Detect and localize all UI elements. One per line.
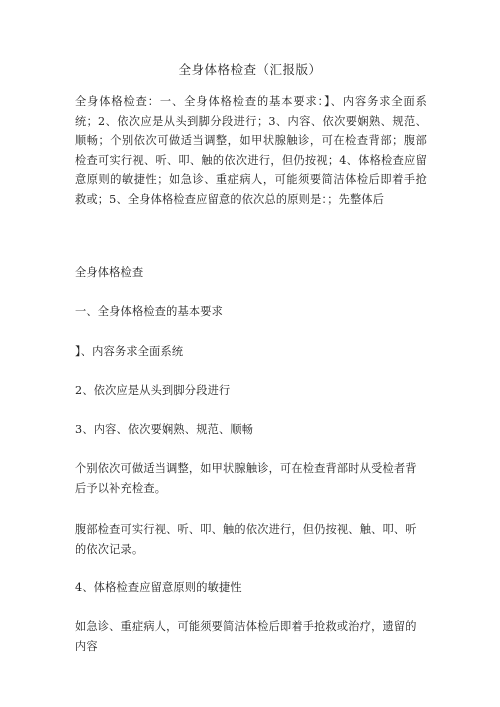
subsection-heading: 一、全身体格检查的基本要求 — [75, 305, 224, 318]
document-title: 全身体格检查（汇报版） — [178, 62, 322, 77]
body-paragraph: 个别依次可做适当调整，如甲状腺触诊，可在检查背部时从受检者背后予以补充检查。 — [75, 462, 417, 495]
list-item: 3、内容、依次要娴熟、规范、顺畅 — [75, 423, 254, 436]
list-item: 】、内容务求全面系统 — [75, 345, 184, 358]
body-paragraph: 如急诊、重症病人，可能须要简洁体检后即着手抢救或治疗，遗留的内容 — [75, 620, 417, 653]
body-paragraph: 腹部检查可实行视、听、叩、触的依次进行，但仍按视、触、叩、听的依次记录。 — [75, 523, 417, 556]
section-heading: 全身体格检查 — [75, 266, 144, 279]
list-item: 4、体格检查应留意原则的敏捷性 — [75, 581, 242, 594]
list-item: 2、依次应是从头到脚分段进行 — [75, 384, 231, 397]
intro-paragraph: 全身体格检查：一、全身体格检查的基本要求：】、内容务求全面系统；2、依次应是从头到脚分段进行；3、内容、依次要娴熟、规范、顺畅；个别依次可做适当调整，如甲状腺触诊，可在检查背部；腹部检查可实行视、听、叩、触的依次进行，但仍按视；4、体格检查应留意原则的敏捷性；如急诊、重症病人，可能须要简洁体检后即着手抢救或；5、全身体格检查应留意的依次总的原则是：；先整体后 — [75, 95, 427, 206]
